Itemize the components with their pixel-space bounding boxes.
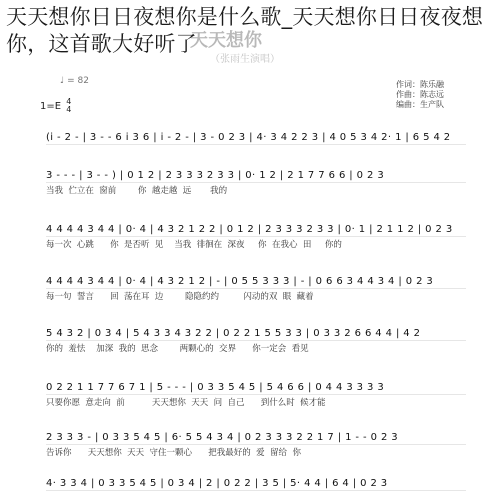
song-title: 天天想你 (190, 30, 262, 51)
lyrics-row: 你的 羞怯 加深 我的 思念 两颗心的 交界 你一定会 看见 (46, 344, 309, 354)
arranger: 编曲：生产队 (396, 100, 444, 109)
score-line (46, 276, 466, 302)
notation-row: 0 2 2 1 1 7 7 6 7 1 | 5 - - - | 0 3 3 5 4 5 | 5 4 6 6 | 0 4 4 3 3 3 3 (46, 382, 466, 395)
notation-row: 5 4 3 2 | 0 3 4 | 5 4 3 3 4 3 2 2 | 0 2 2 1 5 5 3 3 | 0 3 3 2 6 6 4 4 | 4 2 (46, 328, 466, 341)
score-line (46, 170, 466, 196)
score-line (46, 432, 466, 458)
composer: 作曲：陈志远 (396, 90, 444, 99)
score-line (46, 224, 466, 250)
lyrics-row: 每一次 心跳 你 是否听 见 当我 徘徊在 深夜 你 在我心 田 你的 (46, 240, 342, 250)
song-subtitle: （张雨生演唱） (210, 54, 280, 65)
notation-row: 3 - - - | 3 - - ) | 0 1 2 | 2 3 3 3 2 3 3 | 0· 1 2 | 2 1 7 7 6 6 | 0 2 3 (46, 170, 466, 183)
lyrics-row: 告诉你 天天想你 天天 守住一颗心 把我最好的 爱 留给 你 (46, 448, 301, 458)
lyrics-row: 只要你愿 意走向 前 天天想你 天天 问 自己 到什么时 候才能 (46, 398, 326, 408)
score-line (46, 132, 466, 146)
score-line (46, 478, 466, 492)
time-signature (66, 98, 71, 114)
time-bottom: 4 (66, 105, 72, 114)
notation-row: 4· 3 3 4 | 0 3 3 5 4 5 | 0 3 4 | 2 | 0 2 2 | 3 5 | 5· 4 4 | 6 4 | 0 2 3 (46, 478, 466, 491)
notation-row: (i - 2 - | 3 - - 6 i 3 6 | i - 2 - | 3 - 0 2 3 | 4· 3 4 2 2 3 | 4 0 5 3 4 2· 1 | 6 5 4 2 (46, 132, 466, 145)
lyrics-row: 当我 伫立在 窗前 你 越走越 远 我的 (46, 186, 228, 196)
lyricist: 作词：陈乐融 (396, 80, 444, 89)
lyrics-row: 每一句 誓言 回 荡在耳 边 隐隐约约 闪动的双 眼 藏着 (46, 292, 314, 302)
overlay-title: 天天想你日日夜想你是什么歌_天天想你日日夜夜想你，这首歌大好听了 (6, 5, 484, 56)
notation-row: 2 3 3 3 - | 0 3 3 5 4 5 | 6· 5 5 4 3 4 | 0 2 3 3 3 2 2 1 7 | 1 - - 0 2 3 (46, 432, 466, 445)
tempo-marking: ♩ = 82 (60, 76, 89, 86)
key-signature (40, 98, 71, 114)
score-line (46, 328, 466, 354)
score-line (46, 382, 466, 408)
credits (396, 80, 444, 110)
key-label: 1=E (40, 101, 62, 112)
time-top: 4 (66, 97, 72, 106)
notation-row: 4 4 4 4 3 4 4 | 0· 4 | 4 3 2 1 2 2 | 0 1 2 | 2 3 3 3 2 3 3 | 0· 1 | 2 1 1 2 | 0 2 3 (46, 224, 466, 237)
notation-row: 4 4 4 4 3 4 4 | 0· 4 | 4 3 2 1 2 | - | 0 5 5 3 3 3 | - | 0 6 6 3 4 4 3 4 | 0 2 3 (46, 276, 466, 289)
